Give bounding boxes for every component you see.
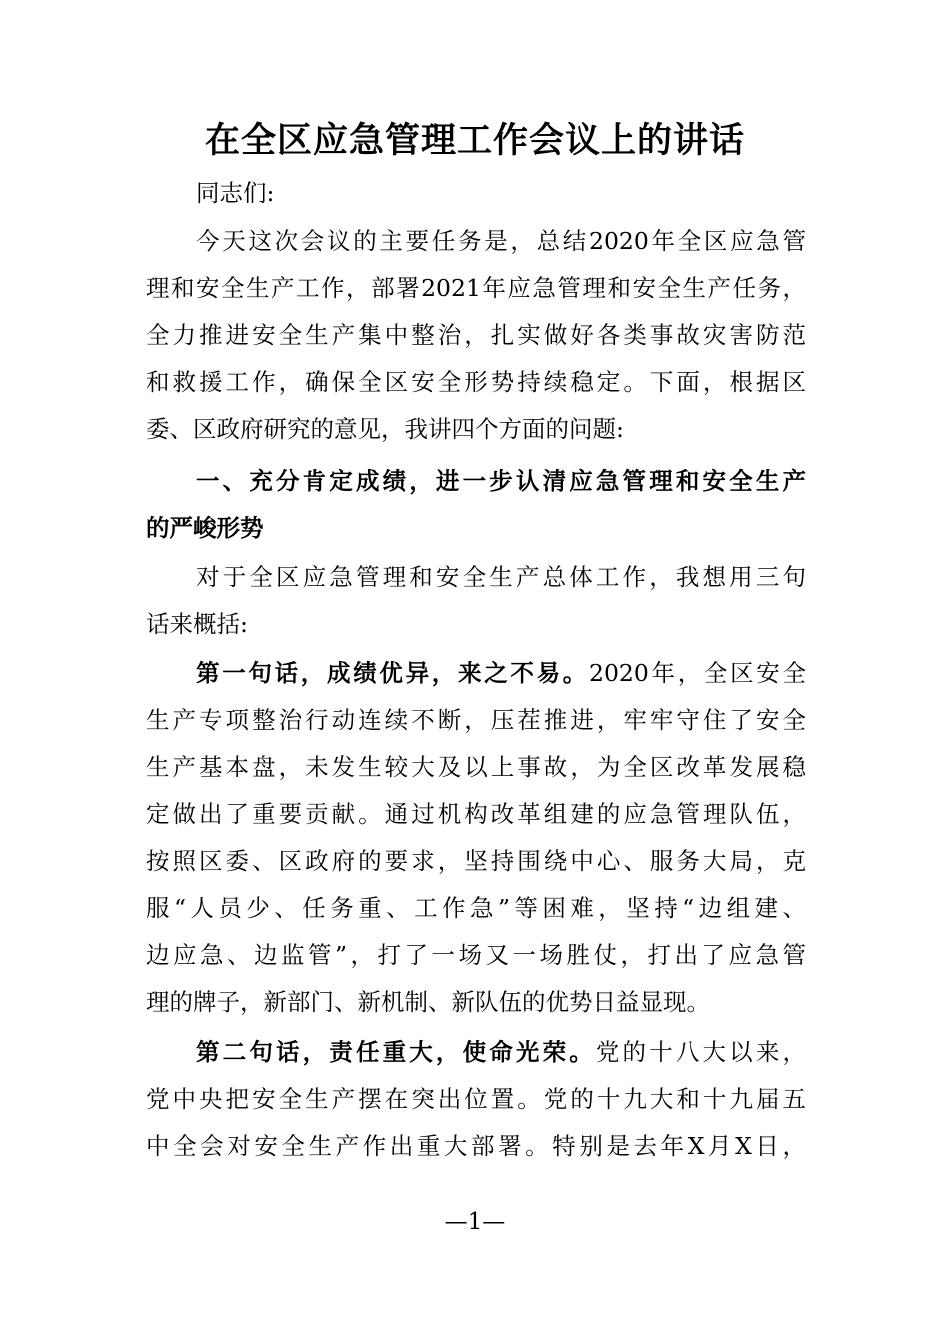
- paragraph-line: 党中央把安全生产摆在突出位置。党的十九大和十九届五: [146, 1085, 806, 1113]
- paragraph-line: 话来概括:: [146, 610, 248, 638]
- paragraph-line: 和救援工作，确保全区安全形势持续稳定。下面，根据区: [146, 368, 806, 396]
- salutation: 同志们:: [196, 179, 275, 207]
- paragraph-line: 委、区政府研究的意见，我讲四个方面的问题:: [146, 415, 624, 443]
- lead-sentence: 第二句话，责任重大，使命光荣。: [196, 1038, 596, 1066]
- paragraph-line: 服“人员少、任务重、工作急”等困难，坚持“边组建、: [146, 894, 806, 922]
- paragraph-text: 2020年，全区安全: [589, 659, 807, 687]
- section-heading: 的严峻形势: [146, 514, 264, 542]
- paragraph-line: 生产基本盘，未发生较大及以上事故，为全区改革发展稳: [146, 753, 806, 781]
- paragraph-line: [196, 650, 806, 696]
- paragraph-line: 定做出了重要贡献。通过机构改革组建的应急管理队伍，: [146, 800, 806, 828]
- paragraph-line: [196, 1029, 806, 1075]
- paragraph-line: 今天这次会议的主要任务是，总结2020年全区应急管: [196, 227, 806, 255]
- page-number: —1—: [444, 1209, 506, 1235]
- paragraph-line: 边应急、边监管”，打了一场又一场胜仗，打出了应急管: [146, 941, 806, 969]
- lead-sentence: 第一句话，成绩优异，来之不易。: [196, 659, 589, 687]
- paragraph-line: 理的牌子，新部门、新机制、新队伍的优势日益显现。: [146, 988, 710, 1016]
- paragraph-line: 中全会对安全生产作出重大部署。特别是去年X月X日，: [146, 1132, 806, 1160]
- paragraph-line: 全力推进安全生产集中整治，扎实做好各类事故灾害防范: [146, 321, 806, 349]
- paragraph-line: 理和安全生产工作，部署2021年应急管理和安全生产任务，: [146, 274, 806, 302]
- paragraph-text: 党的十八大以来，: [595, 1038, 807, 1066]
- paragraph-line: 按照区委、区政府的要求，坚持围绕中心、服务大局，克: [146, 847, 806, 875]
- paragraph-line: 生产专项整治行动连续不断，压茬推进，牢牢守住了安全: [146, 706, 806, 734]
- document-title: 在全区应急管理工作会议上的讲话: [204, 120, 745, 161]
- section-heading: 一、充分肯定成绩，进一步认清应急管理和安全生产: [196, 467, 806, 495]
- paragraph-line: 对于全区应急管理和安全生产总体工作，我想用三句: [196, 563, 806, 591]
